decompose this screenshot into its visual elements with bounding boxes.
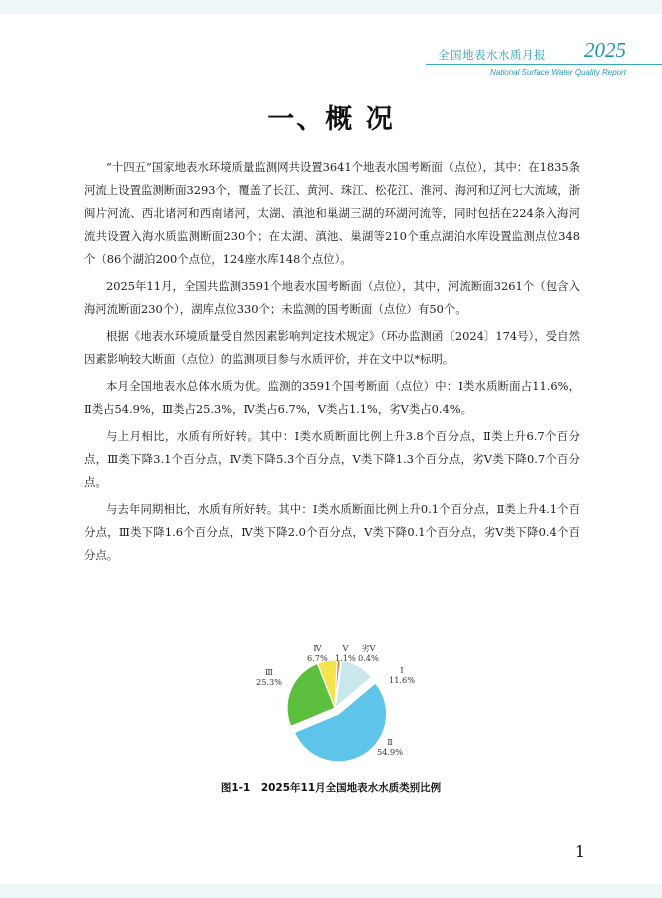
paragraph-monitoring: 2025年11月，全国共监测3591个地表水国考断面（点位），其中，河流断面3261个（包含入海河流断面230个），湖库点位330个；未监测的国考断面（点位）有50个。 <box>84 279 580 316</box>
label-class-4-value: 6.7% <box>307 652 328 663</box>
report-header <box>426 40 626 84</box>
label-class-2 <box>377 738 403 757</box>
header-rule <box>426 64 662 65</box>
label-class-5 <box>335 644 356 663</box>
label-class-6-name: 劣Ⅴ <box>361 643 376 653</box>
label-class-6 <box>358 644 379 663</box>
label-class-3-name: Ⅲ <box>265 667 273 677</box>
label-class-1-value: 11.6% <box>389 674 416 685</box>
bottom-band <box>0 884 662 898</box>
label-class-2-name: Ⅱ <box>387 737 393 747</box>
label-class-3 <box>256 668 282 687</box>
paragraph-regulation: 根据《地表水环境质量受自然因素影响判定技术规定》（环办监测函〔2024〕174号），受自然因素影响较大断面（点位）的监测项目参与水质评价，并在文中以*标明。 <box>84 329 580 366</box>
report-year: 2025 <box>584 38 626 62</box>
paragraph-month-compare: 与上月相比，水质有所好转。其中：Ⅰ类水质断面比例上升3.8个百分点，Ⅱ类上升6.7个百分点，Ⅲ类下降3.1个百分点，Ⅳ类下降5.3个百分点，Ⅴ类下降1.3个百分点，劣Ⅴ类下降0.7个百分点。 <box>84 429 580 489</box>
label-class-3-value: 25.3% <box>256 676 283 687</box>
body-text <box>84 156 580 571</box>
water-quality-pie-chart <box>240 636 430 772</box>
section-title: 一、概 况 <box>267 104 395 135</box>
top-band <box>0 0 662 14</box>
label-class-1-name: Ⅰ <box>400 665 404 675</box>
page-number: 1 <box>574 842 585 861</box>
report-title-en: National Surface Water Quality Report <box>490 68 626 77</box>
paragraph-network: “十四五”国家地表水环境质量监测网共设置3641个地表水国考断面（点位），其中：在1835条河流上设置监测断面3293个，覆盖了长江、黄河、珠江、松花江、淮河、海河和辽河七大流域，浙闽片河流、西北诸河和西南诸河，太湖、滇池和巢湖三湖的环湖河流等，同时包括在224条入海河流共设置入海水质监测断面230个；在太湖、滇池、巢湖等210个重点湖泊水库设置监测点位348个（86个湖泊200个点位，124座水库148个点位）。 <box>84 160 581 266</box>
label-class-4 <box>307 644 328 663</box>
label-class-1 <box>389 666 415 685</box>
paragraph-year-compare: 与去年同期相比，水质有所好转。其中：Ⅰ类水质断面比例上升0.1个百分点，Ⅱ类上升4.1个百分点，Ⅲ类下降1.6个百分点，Ⅳ类下降2.0个百分点，Ⅴ类下降0.1个百分点，劣Ⅴ类下降0.4个百分点。 <box>84 502 580 562</box>
paragraph-overall-quality: 本月全国地表水总体水质为优。监测的3591个国考断面（点位）中：Ⅰ类水质断面占11.6%，Ⅱ类占54.9%，Ⅲ类占25.3%，Ⅳ类占6.7%，Ⅴ类占1.1%，劣Ⅴ类占0.4%。 <box>84 379 580 416</box>
label-class-4-name: Ⅳ <box>313 643 322 653</box>
figure-caption: 图1-1 2025年11月全国地表水水质类别比例 <box>220 782 442 794</box>
report-title-cn: 全国地表水水质月报 <box>438 48 546 62</box>
label-class-5-value: 1.1% <box>335 652 356 663</box>
label-class-2-value: 54.9% <box>377 746 404 757</box>
label-class-5-name: Ⅴ <box>342 643 349 653</box>
label-class-6-value: 0.4% <box>358 652 379 663</box>
